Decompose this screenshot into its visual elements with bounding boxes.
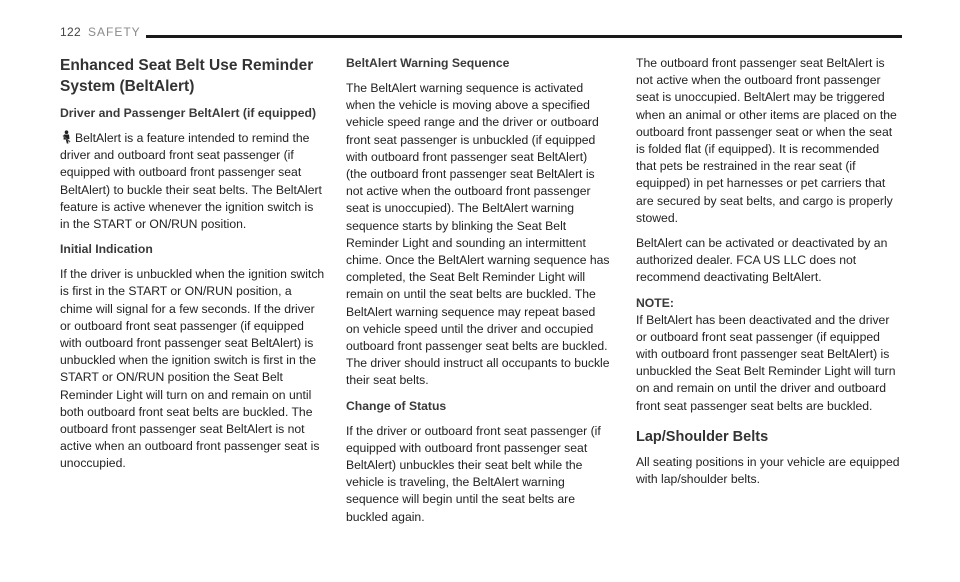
header-rule — [146, 35, 902, 38]
passenger-seat-paragraph: The outboard front passenger seat BeltAlert is not active when the outboard front passenger seat is unoccupied. BeltAlert may be triggered when an animal or other items are placed on the outboard front passenger seat or when the seat is folded flat (if equipped). It is recommended that pets be restrained in the rear seat (if equipped) in pet harnesses or pet carriers that are secured by seat belts, and cargo is properly stowed. — [636, 56, 897, 225]
initial-indication-heading: Initial Indication — [60, 242, 153, 257]
seatbelt-reminder-icon — [60, 130, 73, 144]
column-right — [636, 55, 901, 496]
lap-shoulder-text: All seating positions in your vehicle are equipped with lap/shoulder belts. — [636, 454, 900, 487]
intro-paragraph — [60, 130, 325, 233]
subheading-driver-passenger: Driver and Passenger BeltAlert (if equipped) — [60, 106, 316, 120]
section-title: Enhanced Seat Belt Use Reminder System (BeltAlert) — [60, 57, 314, 95]
warning-sequence-text: The BeltAlert warning sequence is activated when the vehicle is moving above a specified vehicle speed range and the driver or outboard front seat passenger is unbuckled (if equipped with outboard front passenger seat BeltAlert) (the outboard front passenger seat BeltAlert is not active when the outboard front passenger seat is unoccupied). The BeltAlert warning sequence starts by blinking the Seat Belt Reminder Light and sounding an intermittent chime. Once the BeltAlert warning sequence has completed, the Seat Belt Reminder Light will remain on until the seat belts are buckled. The BeltAlert warning sequence may repeat based on vehicle speed until the driver and occupied outboard front passenger seat belts are buckled. The driver should instruct all occupants to buckle their seat belts. — [346, 81, 610, 388]
section-label: SAFETY — [88, 25, 141, 39]
dealer-paragraph: BeltAlert can be activated or deactivated by an authorized dealer. FCA US LLC does not recommend deactivating BeltAlert. — [636, 236, 888, 285]
change-of-status-heading: Change of Status — [346, 398, 447, 413]
change-of-status-text: If the driver or outboard front seat passenger (if equipped with outboard front passenger seat BeltAlert) unbuckles their seat belt while the vehicle is traveling, the BeltAlert warning sequence will begin until the seat belts are buckled again. — [346, 423, 601, 524]
note-label: NOTE: — [636, 295, 674, 310]
page-number: 122 — [60, 25, 81, 39]
column-middle — [346, 55, 611, 534]
intro-text: BeltAlert is a feature intended to remind the driver and outboard front seat passenger (if equipped with outboard front passenger seat BeltAlert) to buckle their seat belts. The BeltAlert feature is active whenever the ignition switch is in the START or ON/RUN position. — [60, 131, 322, 232]
column-left — [60, 55, 325, 481]
lap-shoulder-heading: Lap/Shoulder Belts — [636, 428, 769, 445]
page-header — [60, 22, 902, 42]
note-text: If BeltAlert has been deactivated and the driver or outboard front seat passenger (if equipped with outboard front passenger seat BeltAlert) is unbuckled the Seat Belt Reminder Light will turn on and remain on until the driver and outboard front seat passenger seat belts are buckled. — [636, 312, 896, 413]
initial-indication-text: If the driver is unbuckled when the ignition switch is first in the START or ON/RUN position, a chime will signal for a few seconds. If the driver or outboard front seat passenger (if equipped with outboard front passenger seat BeltAlert) is unbuckled when the ignition switch is first in the START or ON/RUN position the Seat Belt Reminder Light will turn on and remain on until both outboard front seat belts are buckled. The outboard front passenger seat BeltAlert is not active when an outboard front passenger seat is unoccupied. — [60, 267, 325, 471]
warning-sequence-heading: BeltAlert Warning Sequence — [346, 56, 510, 70]
